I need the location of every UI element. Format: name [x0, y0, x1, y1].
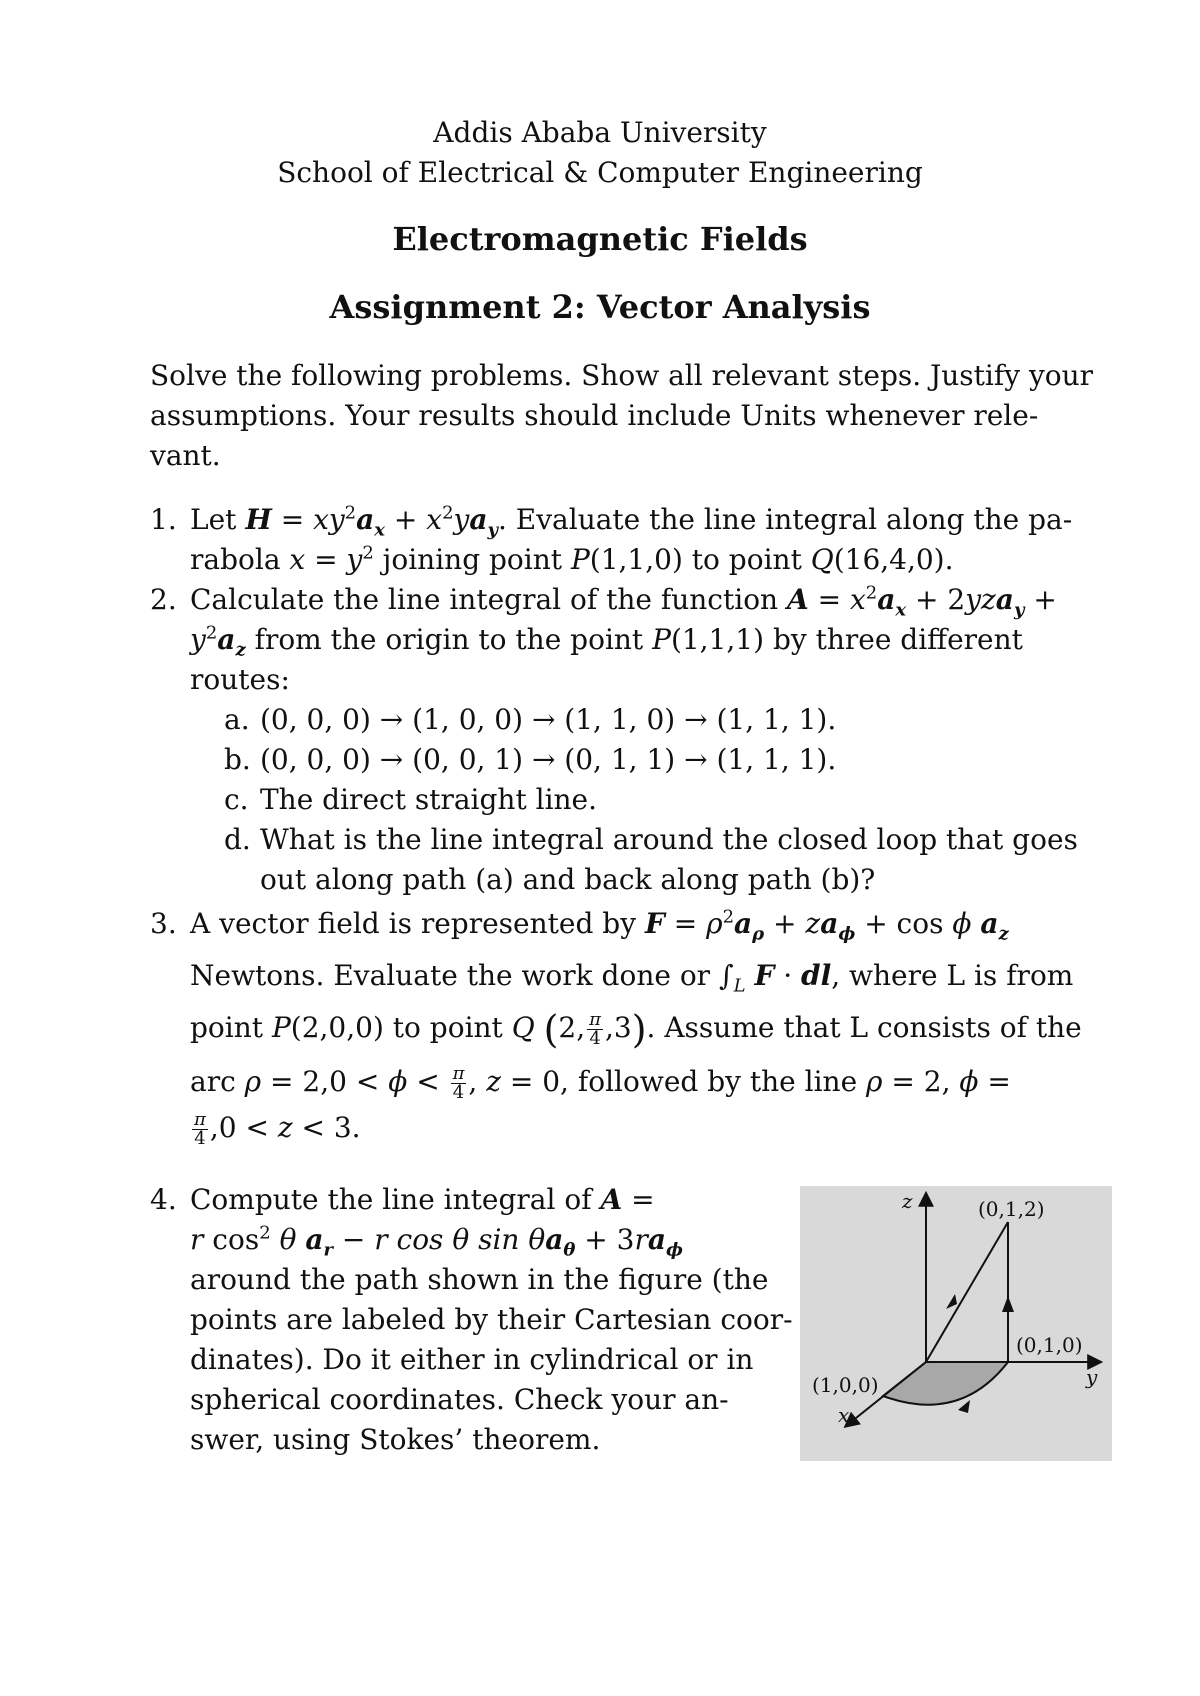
part-label: c. — [224, 783, 249, 816]
problem-text: by three different — [772, 623, 1023, 656]
problem-text: dinates). Do it either in cylindrical or in — [190, 1343, 754, 1376]
problem-number: 2. — [150, 583, 177, 616]
assignment-title: Assignment 2: Vector Analysis — [329, 288, 871, 326]
problem-4: 4. Compute the line integral of A = r $\cos^2 \theta$ $a_r - r$ cos θ $\sin \theta a_\theta + 3ra_\phi$ around the path shown in the figure (the points are labeled by their Cartesian coor- dinates). Do it either in cylindrical or in spherical coordinates. Check your an- swer, using Stokes’ theorem. — [150, 1180, 770, 1460]
point-label-012: (0,1,2) — [978, 1197, 1045, 1221]
part-label: b. — [224, 743, 251, 776]
x-axis-label: x — [838, 1403, 850, 1427]
part-text: (0, 0, 0) → (0, 0, 1) → (0, 1, 1) → (1, 1, 1). — [260, 743, 837, 776]
course-title: Electromagnetic Fields — [392, 220, 808, 258]
path-figure — [800, 1186, 1112, 1461]
problem-text: from the origin to the point — [254, 623, 644, 656]
problem-text: Let — [190, 503, 237, 536]
instructions-line-3: vant. — [150, 439, 221, 472]
problem-text: . Evaluate the line integral along the pa- — [497, 503, 1073, 536]
problem-2-part-c — [224, 780, 1090, 820]
instructions — [150, 356, 1094, 476]
arrow-down-icon — [946, 1294, 957, 1309]
problem-2-part-a — [224, 700, 1090, 740]
part-label: a. — [224, 703, 250, 736]
part-text: (0, 0, 0) → (1, 0, 0) → (1, 1, 0) → (1, 1, 1). — [260, 703, 837, 736]
problem-text: swer, using Stokes’ theorem. — [190, 1423, 601, 1456]
path-diagram — [800, 1186, 1112, 1461]
problem-2-part-d — [224, 820, 1090, 900]
part-text: What is the line integral around the closed loop that goes — [260, 823, 1078, 856]
problem-text: Compute the line integral of — [190, 1183, 592, 1216]
problem-number: 3. — [150, 907, 177, 940]
problem-3: 3. A vector field is represented by $F = \rho^2a_\rho + za_\phi + \cos \phi$ $a_z$ Newtons. Evaluate the work done or $\int_L$ F · dl, where L is from point P(2,0,0) to point Q (2, $\frac{\pi}{4}$ ,3). Assume that L consists of the arc ρ = 2,0 < ϕ < $\frac{\pi}{4}$ , z = 0, followed by the line ρ = 2, ϕ = $\frac{\pi}{4}$ ,0 < z < 3. — [150, 904, 1090, 1148]
problem-text: followed by the line — [577, 1064, 858, 1098]
university-name: Addis Ababa University — [433, 116, 767, 149]
problem-text: routes: — [190, 663, 290, 696]
point-label-100: (1,0,0) — [812, 1373, 879, 1397]
problem-number: 1. — [150, 503, 177, 536]
part-text: The direct straight line. — [260, 783, 598, 816]
problem-text: A vector field is represented by — [190, 907, 637, 940]
problem-text: arc — [190, 1064, 236, 1098]
z-axis-label: z — [902, 1189, 913, 1213]
problem-text: around the path shown in the figure (the — [190, 1263, 769, 1296]
problem-1: 1. Let $H = xy^2a_x + x^2ya_y$. Evaluate the line integral along the pa- rabola $x = y^2$ joining point P(1,1,0) to point Q(16,4,0). — [150, 500, 1090, 580]
problem-text: Newtons. Evaluate the work done or — [190, 959, 711, 992]
arc-arrow-icon — [958, 1400, 970, 1413]
part-label: d. — [224, 823, 251, 856]
problem-text: spherical coordinates. Check your an- — [190, 1383, 729, 1416]
problem-number: 4. — [150, 1183, 177, 1216]
instructions-line-1: Solve the following problems. Show all relevant steps. Justify your — [150, 359, 1094, 392]
problem-text: to point — [691, 543, 802, 576]
diagonal-path — [926, 1222, 1008, 1362]
problem-2: 2. Calculate the line integral of the function $A = x^2a_x + 2yza_y$ + $y^2a_z$ from the origin to the point P(1,1,1) by three different routes: a. (0, 0, 0) → (1, 0, 0) → (1, 1, 0) → (1, 1, 1). b. (0, 0, 0) → (0, 0, 1) → (0, 1, 1) → (1, 1, 1). c. The direct straight line. d. What is the line integral around the closed loop that goes out along path (a) and back along path (b)? — [150, 580, 1090, 900]
shaded-region — [883, 1362, 1008, 1405]
problem-text: rabola — [190, 543, 281, 576]
problem-text: joining point — [382, 543, 563, 576]
problem-text: to point — [392, 1011, 503, 1044]
problem-text: point — [190, 1011, 264, 1044]
arrow-up-icon — [1002, 1296, 1014, 1312]
problem-text: . Assume that L consists of the — [646, 1011, 1082, 1044]
problem-text: points are labeled by their Cartesian coor- — [190, 1303, 793, 1336]
problem-2-part-b — [224, 740, 1090, 780]
problem-text: , where L is from — [831, 959, 1074, 992]
part-text-2: out along path (a) and back along path (b)? — [260, 863, 876, 896]
problem-text: Calculate the line integral of the function — [190, 583, 779, 616]
school-name: School of Electrical & Computer Engineering — [277, 156, 923, 189]
y-axis-label: y — [1086, 1365, 1098, 1389]
instructions-line-2: assumptions. Your results should include Units whenever rele- — [150, 399, 1039, 432]
point-label-010: (0,1,0) — [1016, 1333, 1083, 1357]
